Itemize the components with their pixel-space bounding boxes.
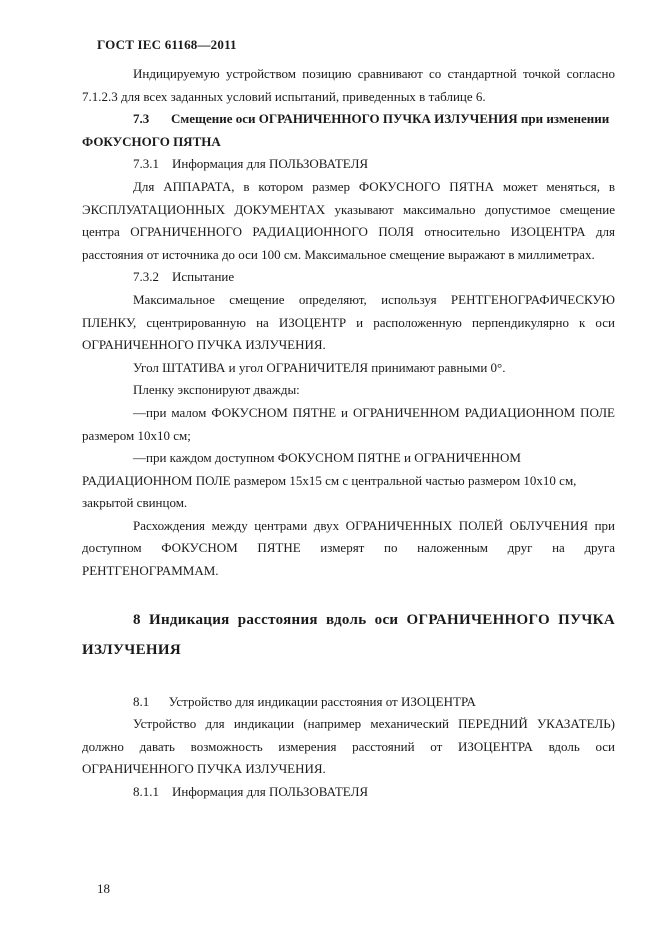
paragraph-max-offset: Максимальное смещение определяют, используя РЕНТГЕНОГРАФИЧЕСКУЮ ПЛЕНКУ, сцентрированную на ИЗОЦЕНТР и расположенную перпендикулярно к оси ОГРАНИЧЕННОГО ПУЧКА ИЗЛУЧЕНИЯ. bbox=[82, 291, 615, 353]
subsection-8-1: 8.1 Устройство для индикации расстояния от ИЗОЦЕНТРА bbox=[133, 693, 476, 709]
paragraph-user-info: Для АППАРАТА, в котором размер ФОКУСНОГО ПЯТНА может меняться, в ЭКСПЛУАТАЦИОННЫХ ДОКУМЕНТАХ указывают максимально допустимое смещение центра ОГРАНИЧЕННОГО РАДИАЦИОННОГО ПОЛЯ относительно ИЗОЦЕНТРА для расстояния от источника до оси 100 см. Максимальное смещение выражают в миллиметрах. bbox=[82, 178, 615, 262]
subsection-7-3-1: 7.3.1 Информация для ПОЛЬЗОВАТЕЛЯ bbox=[133, 156, 369, 172]
document-body bbox=[82, 63, 615, 804]
list-item-each-focus-line3: закрытой свинцом. bbox=[82, 495, 188, 511]
paragraph-comparison: Индицируемую устройством позицию сравнивают со стандартной точкой согласно 7.1.2.3 для всех заданных условий испытаний, приведенных в таблице 6. bbox=[82, 66, 615, 104]
document-header: ГОСТ IEC 61168—2011 bbox=[97, 37, 237, 52]
section-title: Смещение оси ОГРАНИЧЕННОГО ПУЧКА ИЗЛУЧЕНИЯ при изменении ФОКУСНОГО ПЯТНА bbox=[82, 111, 610, 149]
section-heading-7-3 bbox=[82, 108, 615, 153]
paragraph-exposure: Пленку экспонируют дважды: bbox=[133, 382, 300, 398]
list-item-each-focus-line1: —при каждом доступном ФОКУСНОМ ПЯТНЕ и ОГРАНИЧЕННОМ bbox=[133, 450, 521, 466]
section-number: 7.3 bbox=[133, 111, 150, 127]
subsection-8-1-1: 8.1.1 Информация для ПОЛЬЗОВАТЕЛЯ bbox=[133, 784, 369, 800]
subsection-7-3-2: 7.3.2 Испытание bbox=[133, 269, 235, 285]
list-item-each-focus-line2: РАДИАЦИОННОМ ПОЛЕ размером 15x15 см с центральной частью размером 10x10 см, bbox=[82, 472, 577, 488]
paragraph-discrepancy: Расхождения между центрами двух ОГРАНИЧЕННЫХ ПОЛЕЙ ОБЛУЧЕНИЯ при доступном ФОКУСНОМ ПЯТНЕ измерят по наложенным друг на друга РЕНТГЕНОГРАММАМ. bbox=[82, 517, 615, 579]
section-heading-8: 8 Индикация расстояния вдоль оси ОГРАНИЧЕННОГО ПУЧКА ИЗЛУЧЕНИЯ bbox=[82, 611, 615, 658]
list-item-small-focus: —при малом ФОКУСНОМ ПЯТНЕ и ОГРАНИЧЕННОМ РАДИАЦИОННОМ ПОЛЕ размером 10x10 см; bbox=[82, 404, 615, 443]
paragraph-angles: Угол ШТАТИВА и угол ОГРАНИЧИТЕЛЯ принимают равными 0°. bbox=[133, 359, 506, 375]
paragraph-indication-device: Устройство для индикации (например механический ПЕРЕДНИЙ УКАЗАТЕЛЬ) должно давать возможность измерения расстояний от ИЗОЦЕНТРА вдоль оси ОГРАНИЧЕННОГО ПУЧКА ИЗЛУЧЕНИЯ. bbox=[82, 716, 615, 777]
page-number: 18 bbox=[97, 881, 110, 896]
